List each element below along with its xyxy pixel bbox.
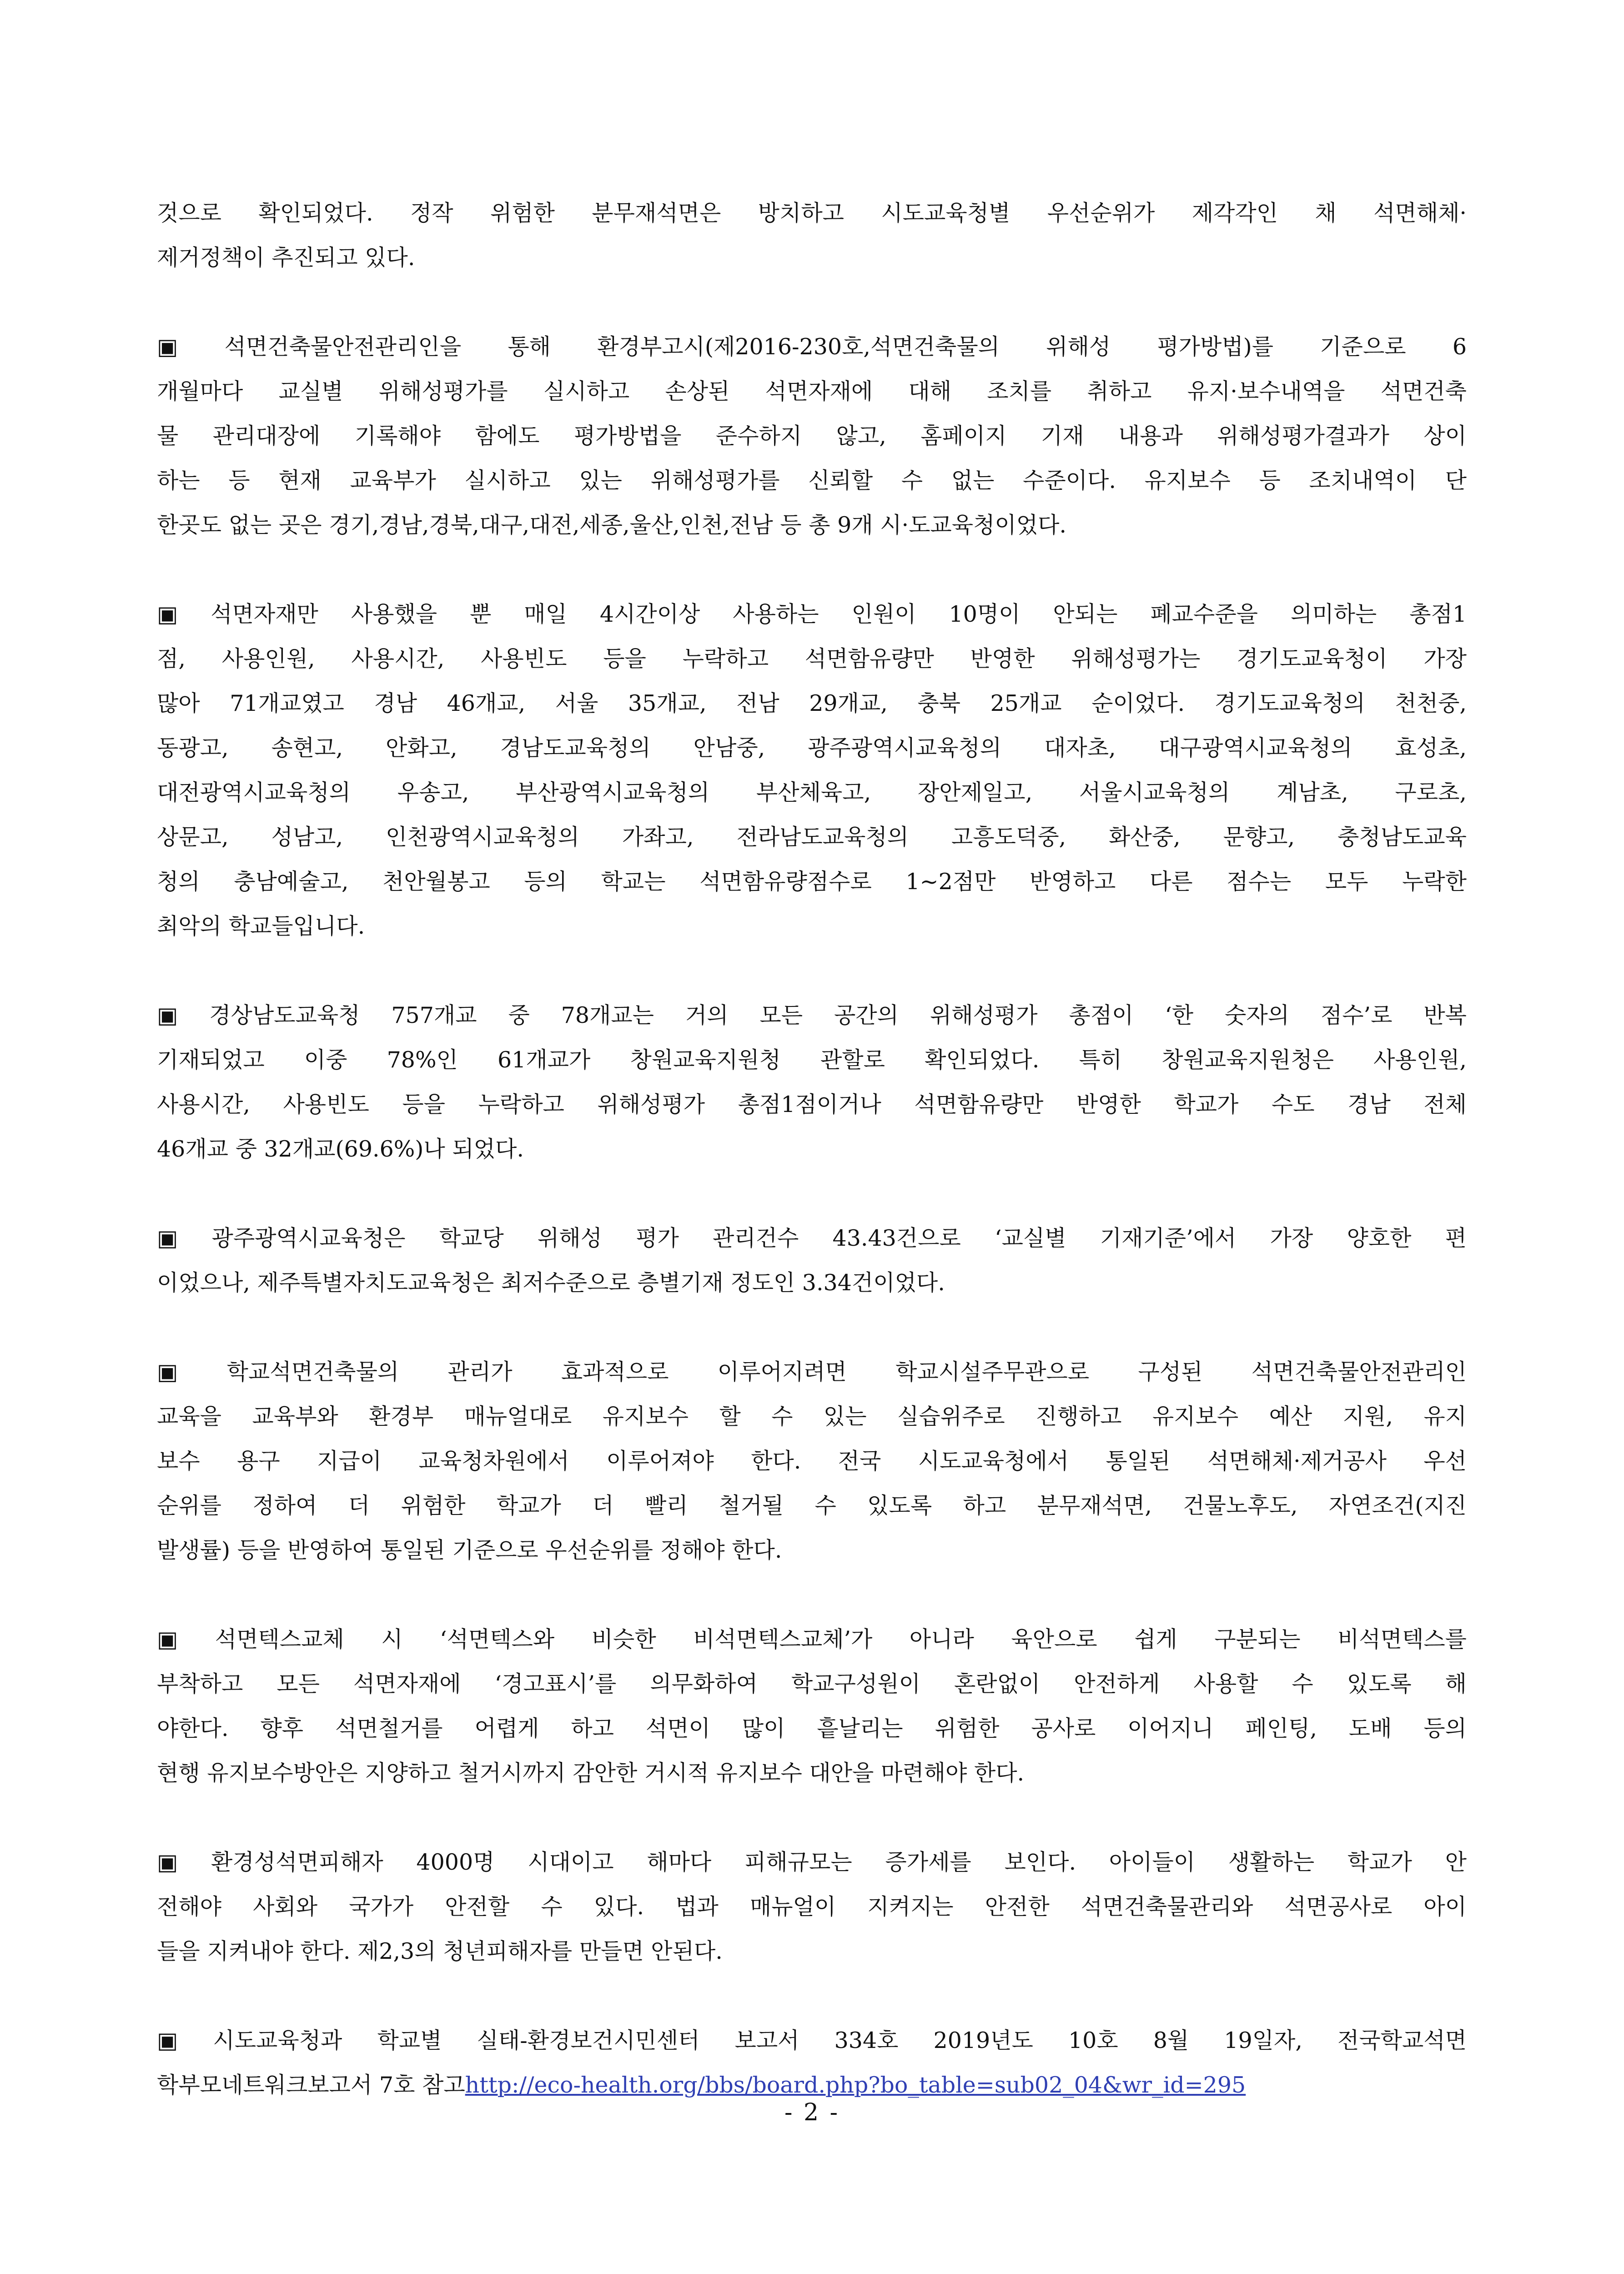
text-line: 부착하고 모든 석면자재에 ‘경고표시’를 의무화하여 학교구성원이 혼란없이 안전하게 사용할 수 있도록 해	[157, 1671, 1467, 1697]
text-line: ▣ 시도교육청과 학교별 실태-환경보건시민센터 보고서 334호 2019년도 10호 8월 19일자, 전국학교석면	[157, 2027, 1467, 2053]
text-line: ▣ 석면텍스교체 시 ‘석면텍스와 비슷한 비석면텍스교체’가 아니라 육안으로 쉽게 구분되는 비석면텍스를	[157, 1626, 1467, 1652]
text-line: 하는 등 현재 교육부가 실시하고 있는 위해성평가를 신뢰할 수 없는 수준이다. 유지보수 등 조치내역이 단	[157, 468, 1467, 493]
text-line: 46개교 중 32개교(69.6%)나 되었다.	[157, 1136, 524, 1162]
text-line: 최악의 학교들입니다.	[157, 913, 365, 939]
text-line: 청의 충남예술고, 천안월봉고 등의 학교는 석면함유량점수로 1~2점만 반영하고 다른 점수는 모두 누락한	[157, 869, 1467, 895]
text-line: 야한다. 향후 석면철거를 어렵게 하고 석면이 많이 흩날리는 위험한 공사로 이어지니 페인팅, 도배 등의	[157, 1716, 1467, 1741]
text-line: 물 관리대장에 기록해야 함에도 평가방법을 준수하지 않고, 홈페이지 기재 내용과 위해성평가결과가 상이	[157, 423, 1467, 449]
text-line: 들을 지켜내야 한다. 제2,3의 청년피해자를 만들면 안된다.	[157, 1938, 723, 1964]
text-line: 제거정책이 추진되고 있다.	[157, 245, 415, 271]
text-line: 개월마다 교실별 위해성평가를 실시하고 손상된 석면자재에 대해 조치를 취하고 유지·보수내역을 석면건축	[157, 378, 1467, 404]
paragraph-3	[157, 592, 1467, 949]
text-line: ▣ 광주광역시교육청은 학교당 위해성 평가 관리건수 43.43건으로 ‘교실별 기재기준’에서 가장 양호한 편	[157, 1225, 1467, 1251]
text-line: 전해야 사회와 국가가 안전할 수 있다. 법과 매뉴얼이 지켜지는 안전한 석면건축물관리와 석면공사로 아이	[157, 1894, 1467, 1920]
text-line: 사용시간, 사용빈도 등을 누락하고 위해성평가 총점1점이거나 석면함유량만 반영한 학교가 수도 경남 전체	[157, 1092, 1467, 1117]
paragraph-4	[157, 993, 1467, 1172]
paragraph-8	[157, 1840, 1467, 1974]
text-line: 발생률) 등을 반영하여 통일된 기준으로 우선순위를 정해야 한다.	[157, 1537, 782, 1563]
text-line: 대전광역시교육청의 우송고, 부산광역시교육청의 부산체육고, 장안제일고, 서울시교육청의 계남초, 구로초,	[157, 780, 1467, 805]
text-line: 점, 사용인원, 사용시간, 사용빈도 등을 누락하고 석면함유량만 반영한 위해성평가는 경기도교육청이 가장	[157, 646, 1467, 672]
text-line: 한곳도 없는 곳은 경기,경남,경북,대구,대전,세종,울산,인천,전남 등 총 9개 시·도교육청이었다.	[157, 512, 1066, 538]
text-line: 교육을 교육부와 환경부 매뉴얼대로 유지보수 할 수 있는 실습위주로 진행하고 유지보수 예산 지원, 유지	[157, 1404, 1467, 1429]
page-number: - 2 -	[784, 2099, 840, 2126]
text-line: 이었으나, 제주특별자치도교육청은 최저수준으로 층별기재 정도인 3.34건이었다.	[157, 1270, 945, 1296]
text-line: 많아 71개교였고 경남 46개교, 서울 35개교, 전남 29개교, 충북 25개교 순이었다. 경기도교육청의 천천중,	[157, 690, 1467, 716]
text-line: 기재되었고 이중 78%인 61개교가 창원교육지원청 관할로 확인되었다. 특히 창원교육지원청은 사용인원,	[157, 1047, 1467, 1073]
text-line: 보수 용구 지급이 교육청차원에서 이루어져야 한다. 전국 시도교육청에서 통일된 석면해체·제거공사 우선	[157, 1448, 1467, 1474]
text-line: ▣ 석면자재만 사용했을 뿐 매일 4시간이상 사용하는 인원이 10명이 안되는 폐교수준을 의미하는 총점1	[157, 601, 1467, 627]
text-line: ▣ 환경성석면피해자 4000명 시대이고 해마다 피해규모는 증가세를 보인다. 아이들이 생활하는 학교가 안	[157, 1849, 1467, 1875]
reference-text: 학부모네트워크보고서 7호 참고	[157, 2072, 465, 2098]
paragraph-5	[157, 1216, 1467, 1305]
text-line: ▣ 학교석면건축물의 관리가 효과적으로 이루어지려면 학교시설주무관으로 구성된 석면건축물안전관리인	[157, 1359, 1467, 1385]
report-link[interactable]: http://eco-health.org/bbs/board.php?bo_table=sub02_04&wr_id=295	[465, 2072, 1246, 2098]
text-line: 순위를 정하여 더 위험한 학교가 더 빨리 철거될 수 있도록 하고 분무재석면, 건물노후도, 자연조건(지진	[157, 1493, 1467, 1519]
paragraph-6	[157, 1350, 1467, 1573]
text-line: 동광고, 송현고, 안화고, 경남도교육청의 안남중, 광주광역시교육청의 대자초, 대구광역시교육청의 효성초,	[157, 735, 1467, 761]
paragraph-1	[157, 191, 1467, 280]
text-line: ▣ 경상남도교육청 757개교 중 78개교는 거의 모든 공간의 위해성평가 총점이 ‘한 숫자의 점수’로 반복	[157, 1002, 1467, 1028]
paragraph-9	[157, 2018, 1467, 2108]
text-line: 것으로 확인되었다. 정작 위험한 분무재석면은 방치하고 시도교육청별 우선순위가 제각각인 채 석면해체·	[157, 200, 1467, 226]
text-line: ▣ 석면건축물안전관리인을 통해 환경부고시(제2016-230호,석면건축물의 위해성 평가방법)를 기준으로 6	[157, 334, 1467, 360]
text-line: 상문고, 성남고, 인천광역시교육청의 가좌고, 전라남도교육청의 고흥도덕중, 화산중, 문향고, 충청남도교육	[157, 824, 1467, 850]
document-body	[157, 191, 1467, 2152]
text-line: 현행 유지보수방안은 지양하고 철거시까지 감안한 거시적 유지보수 대안을 마련해야 한다.	[157, 1760, 1025, 1786]
paragraph-2	[157, 325, 1467, 548]
paragraph-7	[157, 1617, 1467, 1796]
